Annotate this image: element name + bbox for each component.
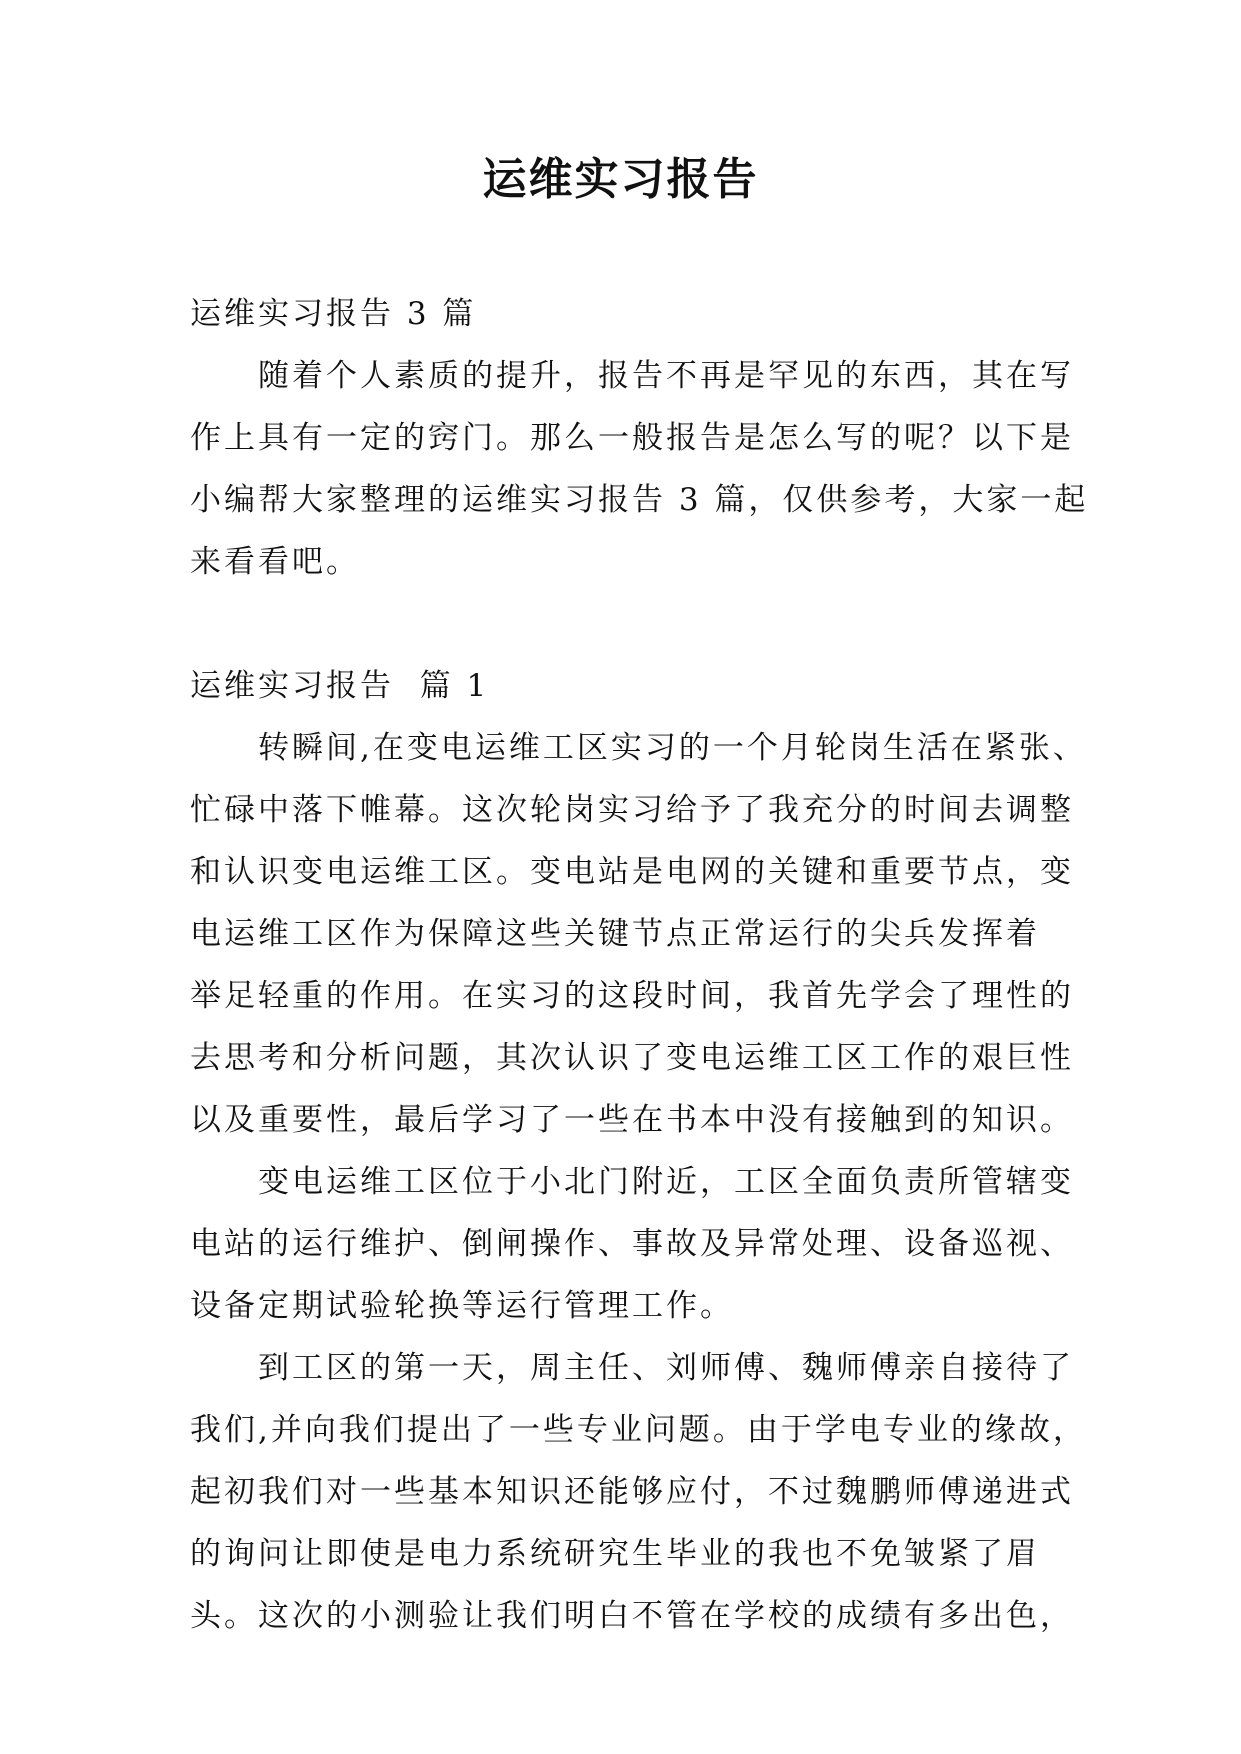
paragraph-spacer (190, 593, 1060, 655)
paragraph-line: 以及重要性，最后学习了一些在书本中没有接触到的知识。 (190, 1102, 1074, 1138)
intro-line: 小编帮大家整理的运维实习报告 3 篇，仅供参考，大家一起 (190, 482, 1089, 518)
paragraph-line: 去思考和分析问题，其次认识了变电运维工区工作的艰巨性 (190, 1040, 1074, 1076)
paragraph-line: 举足轻重的作用。在实习的这段时间，我首先学会了理性的 (190, 978, 1074, 1014)
paragraph-line: 起初我们对一些基本知识还能够应付，不过魏鹏师傅递进式 (190, 1474, 1074, 1510)
paragraph-line: 电运维工区作为保障这些关键节点正常运行的尖兵发挥着 (190, 916, 1040, 952)
paragraph-line: 到工区的第一天，周主任、刘师傅、魏师傅亲自接待了 (258, 1350, 1074, 1386)
section-heading: 运维实习报告 篇 1 (190, 668, 490, 704)
intro-line: 随着个人素质的提升，报告不再是罕见的东西，其在写 (258, 358, 1074, 394)
document-title: 运维实习报告 (482, 154, 759, 205)
paragraph-line: 设备定期试验轮换等运行管理工作。 (190, 1288, 734, 1324)
intro-line: 作上具有一定的窍门。那么一般报告是怎么写的呢？以下是 (190, 420, 1074, 456)
paragraph-line: 变电运维工区位于小北门附近，工区全面负责所管辖变 (258, 1164, 1074, 1200)
paragraph-line: 忙碌中落下帷幕。这次轮岗实习给予了我充分的时间去调整 (190, 792, 1074, 828)
paragraph-line: 我们,并向我们提出了一些专业问题。由于学电专业的缘故， (190, 1412, 1087, 1448)
paragraph-line: 的询问让即使是电力系统研究生毕业的我也不免皱紧了眉 (190, 1536, 1040, 1572)
paragraph-line: 和认识变电运维工区。变电站是电网的关键和重要节点，变 (190, 854, 1074, 890)
document-subtitle: 运维实习报告 3 篇 (190, 296, 477, 332)
paragraph-line: 电站的运行维护、倒闸操作、事故及异常处理、设备巡视、 (190, 1226, 1074, 1262)
paragraph-line: 转瞬间,在变电运维工区实习的一个月轮岗生活在紧张、 (258, 730, 1087, 766)
document-body (190, 283, 1089, 1647)
paragraph-line: 头。这次的小测验让我们明白不管在学校的成绩有多出色， (190, 1598, 1074, 1634)
intro-line: 来看看吧。 (190, 544, 360, 580)
